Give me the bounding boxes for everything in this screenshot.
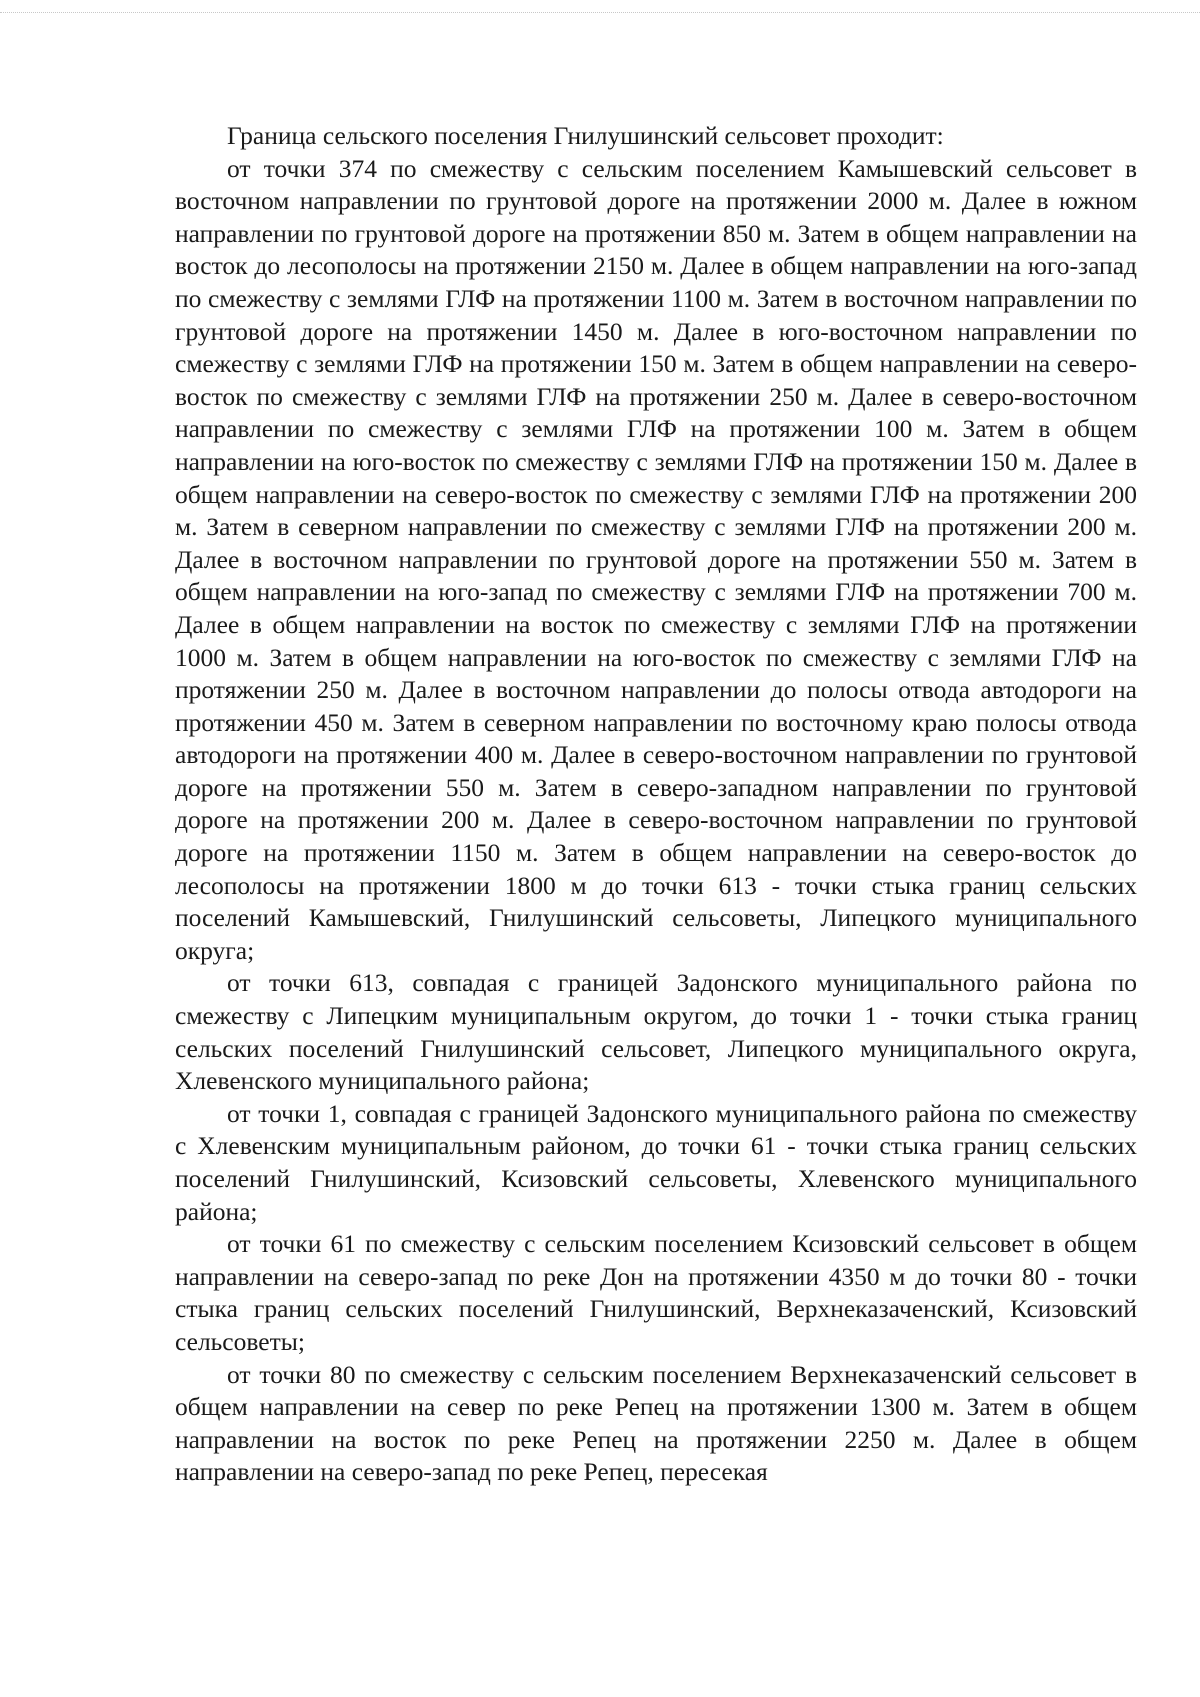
scan-edge-line (0, 12, 1200, 13)
paragraph-heading: Граница сельского поселения Гнилушинский сельсовет проходит: (227, 121, 944, 150)
paragraph-point-374: от точки 374 по смежеству с сельским поселением Камышевский сельсовет в восточном направлении по грунтовой дороге на протяжении 2000 м. Далее в южном направлении по грунтовой дороге на протяжении 850 м. Затем в общем направлении на восток до лесополосы на протяжении 2150 м. Далее в общем направлении на юго-запад по смежеству с землями ГЛФ на протяжении 1100 м. Затем в восточном направлении по грунтовой дороге на протяжении 1450 м. Далее в юго-восточном направлении по смежеству с землями ГЛФ на протяжении 150 м. Затем в общем направлении на северо-восток по смежеству с землями ГЛФ на протяжении 250 м. Далее в северо-восточном направлении по смежеству с землями ГЛФ на протяжении 100 м. Затем в общем направлении на юго-восток по смежеству с землями ГЛФ на протяжении 150 м. Далее в общем направлении на северо-восток по смежеству с землями ГЛФ на протяжении 200 м. Затем в северном направлении по смежеству с землями ГЛФ на протяжении 200 м. Далее в восточном направлении по грунтовой дороге на протяжении 550 м. Затем в общем направлении на юго-запад по смежеству с землями ГЛФ на протяжении 700 м. Далее в общем направлении на восток по смежеству с землями ГЛФ на протяжении 1000 м. Затем в общем направлении на юго-восток по смежеству с землями ГЛФ на протяжении 250 м. Далее в восточном направлении до полосы отвода автодороги на протяжении 450 м. Затем в северном направлении по восточному краю полосы отвода автодороги на протяжении 400 м. Далее в северо-восточном направлении по грунтовой дороге на протяжении 550 м. Затем в северо-западном направлении по грунтовой дороге на протяжении 200 м. Далее в северо-восточном направлении по грунтовой дороге на протяжении 1150 м. Затем в общем направлении на северо-восток до лесополосы на протяжении 1800 м до точки 613 - точки стыка границ сельских поселений Камышевский, Гнилушинский сельсоветы, Липецкого муниципального округа; (175, 153, 1137, 965)
document-body (175, 120, 1137, 1489)
paragraph-point-613: от точки 613, совпадая с границей Задонского муниципального района по смежеству с Липецким муниципальным округом, до точки 1 - точки стыка границ сельских поселений Гнилушинский сельсовет, Липецкого муниципального округа, Хлевенского муниципального района; (175, 968, 1137, 1096)
paragraph-point-80: от точки 80 по смежеству с сельским поселением Верхнеказаченский сельсовет в общем направлении на север по реке Репец на протяжении 1300 м. Затем в общем направлении на восток по реке Репец на протяжении 2250 м. Далее в общем направлении на северо-запад по реке Репец, пересекая (175, 1359, 1137, 1487)
paragraph-point-61: от точки 61 по смежеству с сельским поселением Ксизовский сельсовет в общем направлении на северо-запад по реке Дон на протяжении 4350 м до точки 80 - точки стыка границ сельских поселений Гнилушинский, Верхнеказаченский, Ксизовский сельсоветы; (175, 1229, 1137, 1356)
paragraph-point-1: от точки 1, совпадая с границей Задонского муниципального района по смежеству с Хлевенским муниципальным районом, до точки 61 - точки стыка границ сельских поселений Гнилушинский, Ксизовский сельсоветы, Хлевенского муниципального района; (175, 1098, 1137, 1226)
